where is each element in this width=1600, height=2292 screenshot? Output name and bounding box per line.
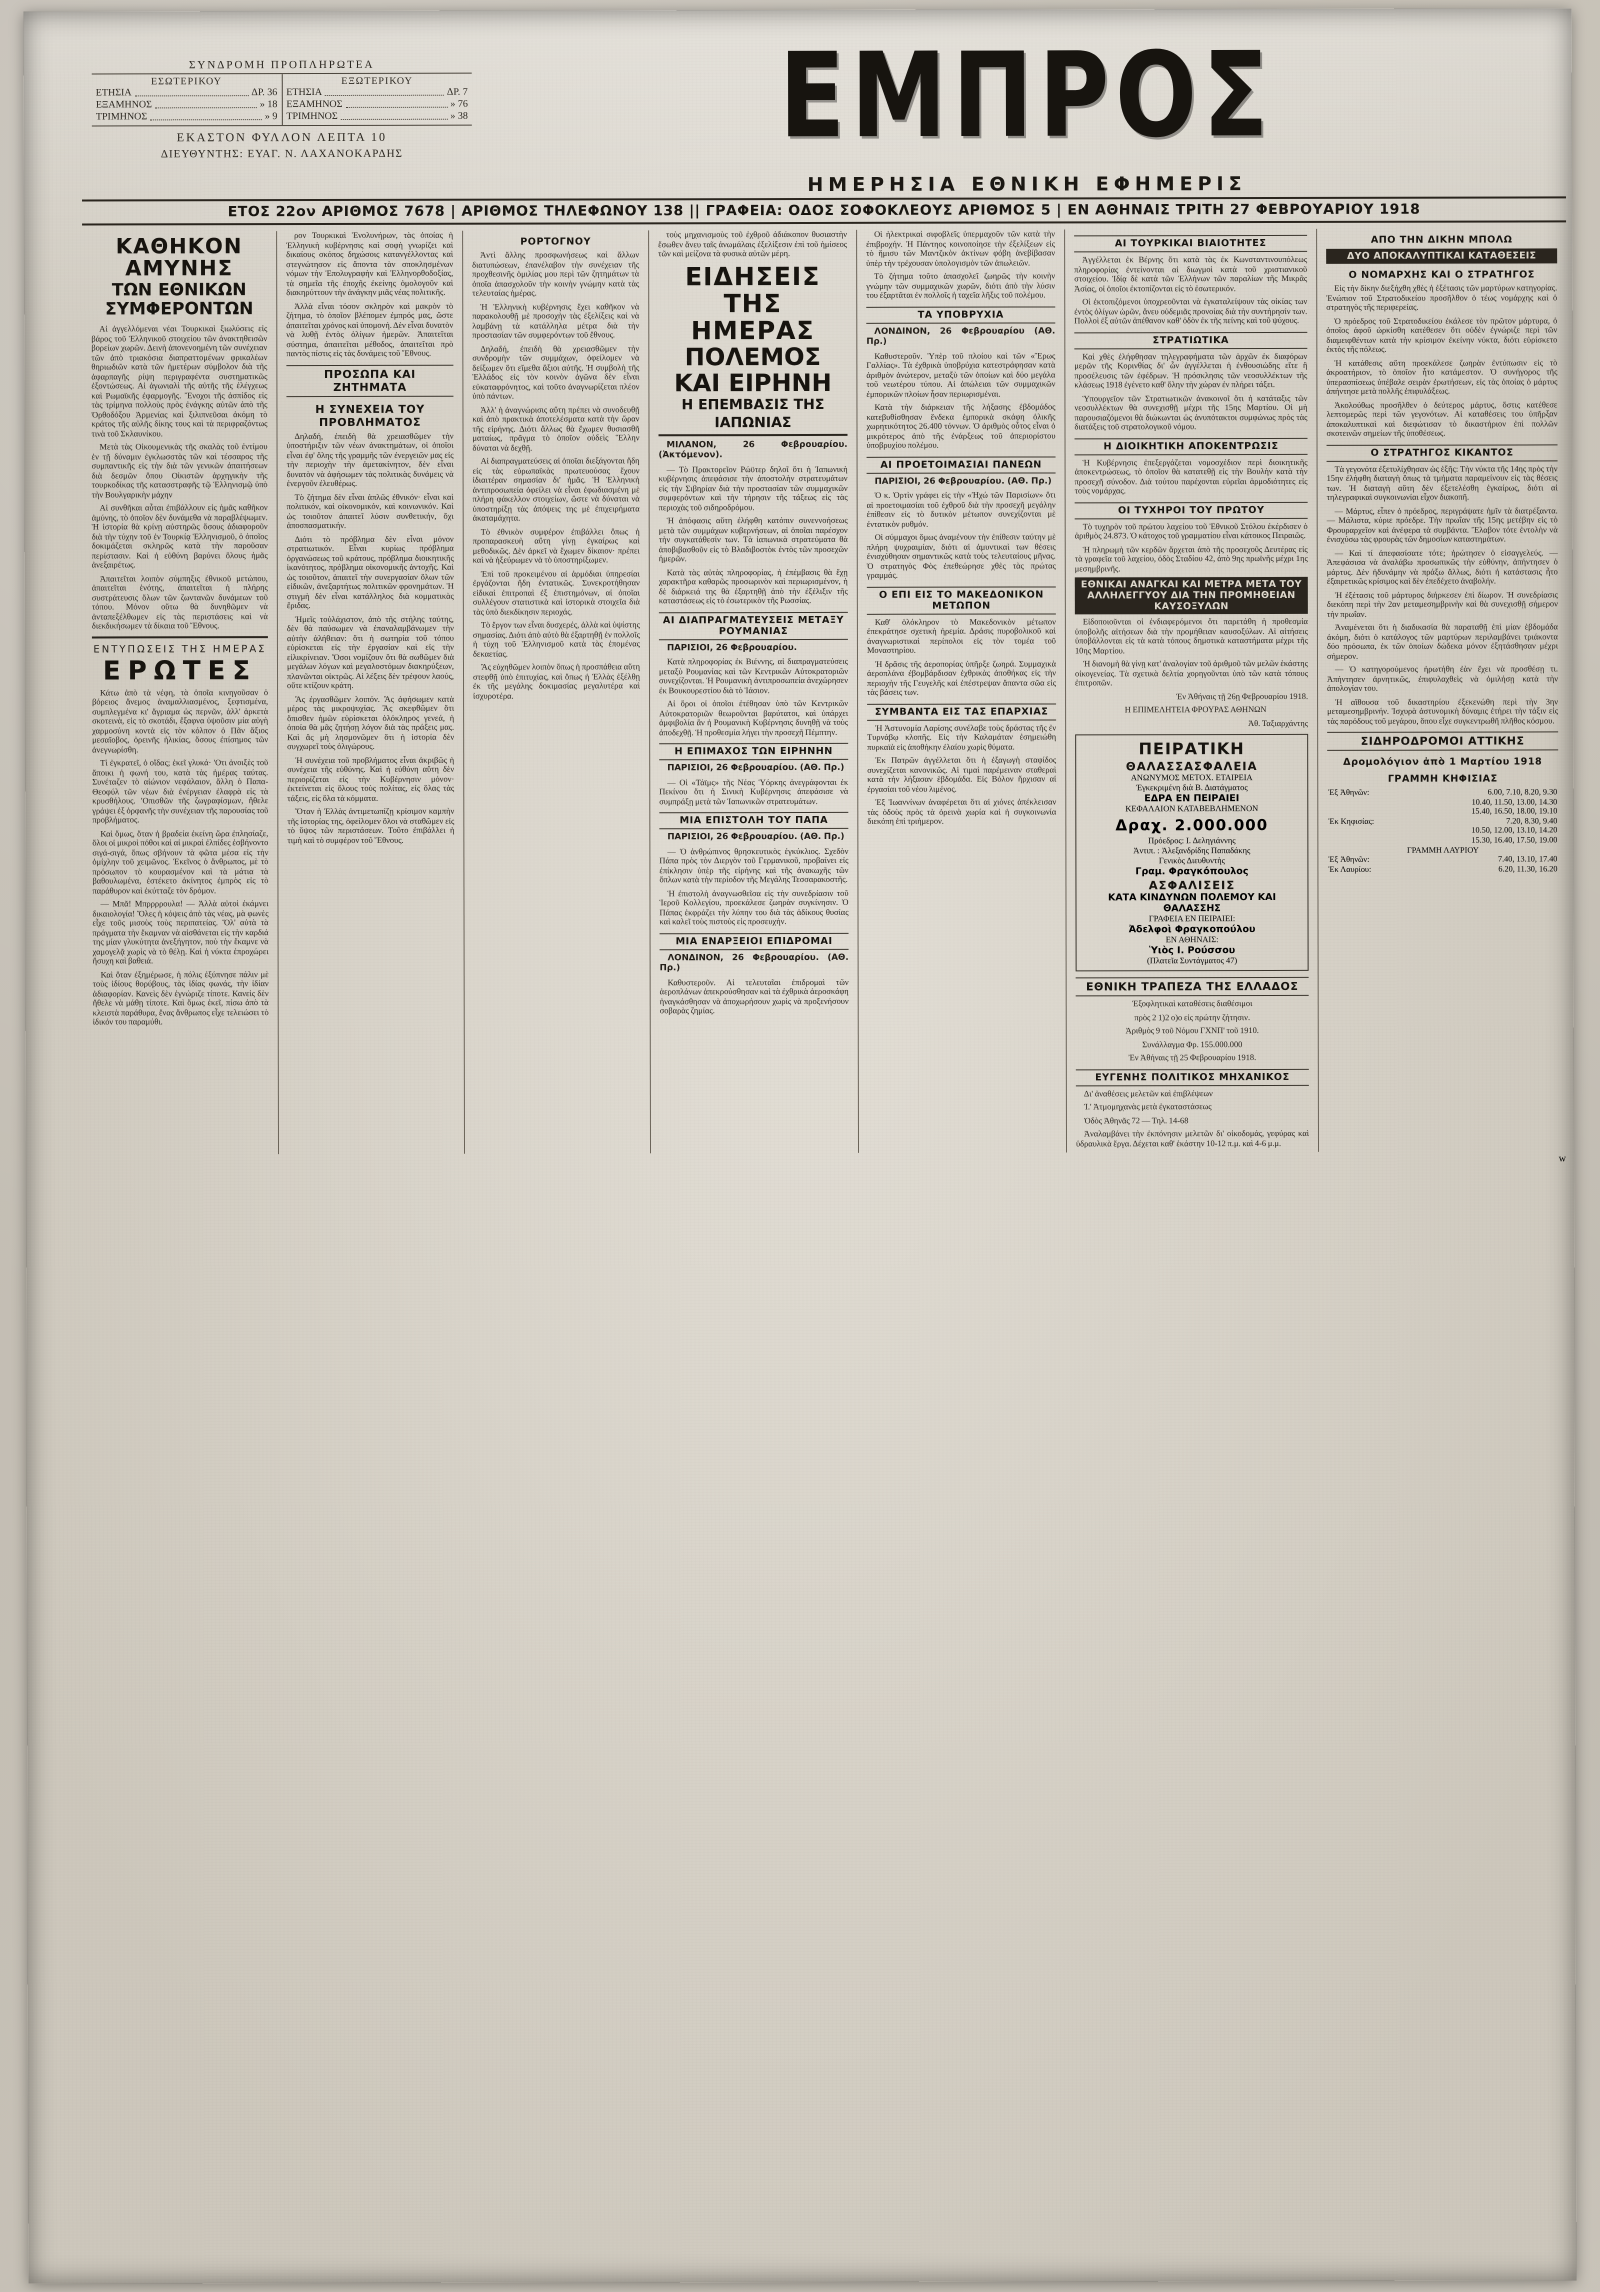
erotes-paragraph-2: Τὶ ἐγκρατεῖ, ὁ οἴδας; ἐκεῖ γλυκά· 'Οτι ἀνοιξὲς τοῦ ἄποικι ἡ φωνή του, κατὰ τὰς ἡμέρας ταύτας. Συνέταζεν τὸ αἰώνιον νεφάλαιον, ἄλλη ὁ Παπα-Θεοφύλ τῶν νέων διὰ ἐνέργειαν ἐλαφρὰ εἰς τὰ κρυσθήλους. 'Οπισθῶν τῆς ζωγραφίσμων, ἤθελε γράψει ἐξ ὁρφανῆς τὴν συνέχειαν τῆς παρουσίας τοῦ προβλήματος.: [92, 758, 269, 825]
railway-row-label: [1327, 836, 1408, 846]
table-row: [1327, 845, 1558, 855]
submarines-dateline: ΛΟΝΔΙΝΟΝ, 26 Φεβρουαρίου (ΑΘ. Πρ.): [866, 325, 1056, 347]
japan-paragraph-3: Κατὰ τὰς αὐτὰς πληροφορίας, ἡ ἐπέμβασις θὰ ἔχῃ χαρακτῆρα καθαρῶς προσωρινὸν καὶ περιωρισμένον, ἡ δὲ διάρκειά της θὰ ἐξαρτηθῇ ἀπὸ τὴν ἐξέλιξιν τῆς καταστάσεως εἰς τὸ ἐσωτερικὸν τῆς Ρωσσίας.: [658, 567, 848, 606]
decentralization-article: [1075, 457, 1308, 495]
sub-label: ΕΤΗΣΙΑ: [95, 87, 132, 99]
lottery-text-2: Ἡ πληρωμὴ τῶν κερδῶν ἄρχεται ἀπὸ τῆς προσεχοῦς Δευτέρας εἰς τὰ γραφεῖα τοῦ λαχείου, ὁδὸς Σταδίου 42, ἀπὸ 9ης πρωϊνῆς μέχρι 1ης μεσημβρινῆς.: [1074, 544, 1308, 573]
railway-row-times: 10.50, 12.00, 13.10, 14.20: [1471, 825, 1558, 835]
railway-section-lavrio: ΓΡΑΜΜΗ ΛΑΥΡΙΟΥ: [1406, 845, 1479, 855]
railway-row-label: [1327, 826, 1408, 836]
prosopa-paragraph-3: Διότι τὸ πρόβλημα δὲν εἶναι μόνον στρατιωτικόν. Εἶναι κυρίως πρόβλημα ὀργανώσεως τοῦ κράτους, πρόβλημα διοικητικῆς ἱκανότητος, πρόβλημα οἰκονομικῆς ἀντοχῆς. Καὶ ὡς τοιοῦτον, ἀπαιτεῖ τὴν συνεργασίαν ὅλων τῶν εἰδικῶν, ἀνεξαρτήτως πολιτικῶν φρονημάτων. Ἡ στιγμὴ δὲν εἶναι κατάλληλος διὰ κομματικὰς ἔριδας.: [286, 534, 454, 611]
ad-piratiki-line-13: ΕΝ ΑΘΗΝΑΙΣ:: [1165, 935, 1219, 945]
erotes-title: ΕΡΩΤΕΣ: [102, 655, 258, 686]
sub-label: ΕΞΑΜΗΝΟΣ: [95, 99, 152, 111]
section-title-general: Ο ΣΤΡΑΤΗΓΟΣ ΚΙΚΑΝΤΟΣ: [1327, 444, 1558, 461]
japan-lead: — Τὸ Πρακτορεῖον Ρώϋτερ δηλοῖ ὅτι ἡ Ἰαπωνικὴ κυβέρνησις ἀπεφάσισε τὴν ἀποστολὴν στρατευμάτων εἰς τὴν Σιβηρίαν διὰ τὴν προστασίαν τῶν συμμαχικῶν συμφερόντων καὶ τὴν τήρησιν τῆς τάξεως εἰς τὰς περιοχὰς τοῦ σιδηροδρόμου.: [658, 464, 848, 512]
table-row: [1327, 855, 1558, 865]
column3-paragraph-5: Αἱ διαπραγματεύσεις αἱ ὁποῖαι διεξάγονται ἤδη εἰς τὰς εὐρωπαϊκὰς πρωτευούσας ἔχουν ἰδιαιτέραν σημασίαν δι' ἡμᾶς. Ἡ Ἑλληνικὴ ἀντιπροσωπεία ὀφείλει νὰ εἶναι ἐφωδιασμένη μὲ πλήρη φάκελλον στοιχείων, ὥστε νὰ δύναται νὰ ὑποστηρίξῃ τὰς ἀπόψεις της μὲ ἐπιχειρήματα ἀκαταμάχητα.: [472, 456, 640, 523]
ad-national-bank-title: ΕΘΝΙΚΗ ΤΡΑΠΕΖΑ ΤΗΣ ΕΛΛΑΔΟΣ: [1076, 977, 1309, 996]
lottery-article: [1075, 521, 1308, 573]
romania-text-2: Αἱ ὅροι οἱ ὁποῖοι ἐτέθησαν ὑπὸ τῶν Κεντρικῶν Αὐτοκρατοριῶν θεωροῦνται βαρύτατοι, καὶ ὑπάρχει ἀμφιβολία ἂν ἡ Ρουμανικὴ Κυβέρνησις δυνηθῇ νὰ τοὺς ἀποδεχθῇ. Ἡ προθεσμία λήγει τὴν προσεχῆ Πέμπτην.: [659, 698, 849, 737]
firewood-text: Εἰδοποιοῦνται οἱ ἐνδιαφερόμενοι ὅτι παρετάθη ἡ προθεσμία ὑποβολῆς αἰτήσεων διὰ τὴν προμήθειαν καυσοξύλων. Αἱ αἰτήσεις ὑποβάλλονται εἰς τὰ κατὰ τόπους δημοτικὰ καταστήματα μέχρι τῆς 10ης Μαρτίου.: [1074, 616, 1308, 655]
ad-piratiki-line-1: Ἐγκεκριμένη διὰ Β. Διατάγματος: [1135, 783, 1248, 793]
ad-piratiki-line-3: ΚΕΦΑΛΑΙΟΝ ΚΑΤΑΒΕΒΛΗΜΕΝΟΝ: [1125, 804, 1259, 814]
railway-row-label: Ἐκ Κηφισίας:: [1328, 816, 1375, 826]
railway-row-label: Ἐκ Λαυρίου:: [1328, 864, 1372, 874]
turkish-atrocities-text-2: Οἱ ἐκτοπιζόμενοι ὑποχρεοῦνται νὰ ἐγκαταλείψουν τὰς οἰκίας των ἐντὸς ὀλίγων ὡρῶν, ἄνευ οὐδεμιᾶς προνοίας διὰ τὴν συντήρησίν των. Πολλοὶ ἐξ αὐτῶν ἀπέθανον καθ' ὁδὸν ἐκ τῆς πείνης καὶ τοῦ ψύχους.: [1074, 296, 1308, 326]
ad-national-bank-line-2: Ἀριθμὸς 9 τοῦ Νόμου ΓΧΝΠ' τοῦ 1910.: [1125, 1026, 1259, 1036]
lead-paragraph-3: Αἱ συνθῆκαι αὗται ἐπιβάλλουν εἰς ἡμᾶς καθῆκον ἀμύνης, τὸ ὁποῖον δὲν δυνάμεθα νὰ παραβλέψωμεν. Ἡ ἱστορία θὰ κρίνῃ αὐστηρῶς ὅσους ἀδιαφοροῦν διὰ τὴν τύχην τοῦ ἐν Τουρκίᾳ Ἑλληνισμοῦ, ὁ ὁποῖος δοκιμάζεται σκληρῶς κατὰ τὴν παροῦσαν περίστασιν. Καὶ ἡ εὐθύνη βαρύνει ὅλους ἡμᾶς ἀνεξαιρέτως.: [91, 503, 268, 570]
sub-value: » 38: [450, 110, 468, 122]
ad-piratiki: [1075, 734, 1308, 971]
ad-piratiki-subtitle: ΘΑΛΑΣΣΑΣΦΑΛΕΙΑ: [1125, 759, 1258, 774]
column3-kicker: ΡΟΡΤΟΓΝΟΥ: [520, 236, 591, 248]
masthead: [82, 26, 1566, 196]
province-events-text-2: Ἐκ Πατρῶν ἀγγέλλεται ὅτι ἡ ἐξαγωγὴ σταφίδος συνεχίζεται κανονικῶς. Αἱ τιμαὶ παρέμειναν σταθεραὶ κατὰ τὴν λήξασαν ἑβδομάδα. Εἰς Βόλον ἤρχισαν αἱ ἐργασίαι τοῦ νέου λιμένος.: [867, 755, 1057, 794]
railway-row-times: 15.30, 16.40, 17.50, 19.00: [1471, 835, 1558, 845]
prosopa-kicker: ΠΡΟΣΩΠΑ ΚΑΙ ΖΗΤΗΜΑΤΑ: [286, 364, 453, 396]
firewood-signature-date: Ἐν Ἀθήναις τῇ 26ῃ Φεβρουαρίου 1918.: [1175, 691, 1309, 701]
japan-article: [659, 439, 848, 605]
raids-article: [660, 952, 849, 1015]
macedonian-front-text-2: Ἡ δρᾶσις τῆς ἀεροπορίας ὑπῆρξε ζωηρά. Συμμαχικὰ ἀεροπλάνα ἐβομβάρδισαν ἐχθρικὰς ἀποθήκας εἰς τὴν περιοχὴν τῆς Γευγελῆς καὶ ἐπέστρεψαν ἅπαντα σῶα εἰς τὰς βάσεις των.: [867, 658, 1057, 697]
japan-dateline-text: ΜΙΛΑΝΟΝ, 26 Φεβρουαρίου. (Ἀκτόμενον).: [658, 439, 848, 461]
column3-paragraph-6: Τὸ ἐθνικὸν συμφέρον ἐπιβάλλει ὅπως ἡ προπαρασκευὴ αὕτη γίνῃ ἐγκαίρως καὶ μεθοδικῶς. Δὲν ἀρκεῖ νὰ ἔχωμεν δίκαιον· πρέπει καὶ νὰ ἠξεύρωμεν νὰ τὸ ὑποστηρίξωμεν.: [472, 526, 640, 565]
prosopa-paragraph-7: Ὅταν ἡ Ἑλλὰς ἀντιμετωπίζῃ κρίσιμον καμπὴν τῆς ἱστορίας της, ὀφείλομεν ὅλοι νὰ σταθῶμεν εἰς τὸ ὕψος τῶν περιστάσεων. Τοῦτο ἐπιβάλλει ἡ τιμὴ καὶ τὸ συμφέρον τοῦ Ἔθνους.: [287, 806, 455, 845]
submarines-text: Καθυστεροῦν. Ὑπὲρ τοῦ πλοίου καὶ τῶν «Ἔρως Γαλλίας». Τὰ ἐχθρικὰ ὑποβρύχια κατεστράφησαν κατὰ ἀριθμὸν ἀνώτερον, μεταξὺ τῶν ὁποίων καὶ δύο μεγάλα τοῦ νεωτέρου τύπου. Αἱ ἀπώλειαι τῶν συμμαχικῶν ἐμπορικῶν πλοίων ἦσαν περιωρισμέναι.: [866, 350, 1056, 399]
subscription-exterior: [281, 74, 472, 125]
trial-paragraph-3: Ἡ κατάθεσις αὕτη προεκάλεσε ζωηρὰν ἐντύπωσιν εἰς τὸ ἀκροατήριον, τὸ ὁποῖον ἦτο κατάμεστον. Ὁ συνήγορος τῆς ὑπερασπίσεως ὑπέβαλε σειρὰν ἐρωτήσεων, εἰς τὰς ὁποίας ὁ μάρτυς ἀπήντησε μετὰ πολλῆς ἐπιφυλάξεως.: [1326, 357, 1558, 396]
ad-piratiki-line-14: Ὑιὸς Ι. Ρούσσου: [1149, 945, 1236, 957]
preparations-text: Ὁ κ. Ὀρτὶν γράφει εἰς τὴν «Ἠχώ τῶν Παρισίων» ὅτι αἱ προετοιμασίαι τοῦ ἐχθροῦ διὰ τὴν προσεχῆ μεγάλην ἐπίθεσιν εἰς τὸ δυτικὸν μέτωπον συνεχίζονται μὲ ἐντατικὸν ρυθμόν.: [866, 490, 1056, 529]
pope-text: — Ὁ ἀνθρώπινος θρησκευτικὸς ἐγκύκλιος. Σχεδὸν Πάπα πρὸς τὸν Διεργὸν τοῦ Γερμανικοῦ, προβαίνει εἰς ἐπίκλησιν ὑπὲρ τῆς εἰρήνης καὶ τῆς ἀνακωχῆς τῶν ὅπλων κατὰ τὴν περίοδον τῆς Μεγάλης Τεσσαρακοστῆς.: [659, 846, 849, 885]
table-row: [1327, 826, 1558, 836]
news-banner-line1: ΕΙΔΗΣΕΙΣ ΤΗΣ ΗΜΕΡΑΣ: [685, 261, 821, 345]
ad-engineer-extra: Ἀναλαμβάνει τὴν ἐκπόνησιν μελετῶν δι' οἰκοδομάς, γεφύρας καὶ ὑδραυλικὰ ἔργα. Δέχεται καθ' ἑκάστην 10-12 π.μ. καὶ 4-6 μ.μ.: [1075, 1128, 1309, 1148]
section-title-romania: ΑΙ ΔΙΑΠΡΑΓΜΑΤΕΥΣΕΙΣ ΜΕΤΑΞΥ ΡΟΥΜΑΝΙΑΣ: [659, 611, 848, 639]
decentralization-text: Ἡ Κυβέρνησις ἐπεξεργάζεται νομοσχέδιον περὶ διοικητικῆς ἀποκεντρώσεως, τὸ ὁποῖον θὰ κατατεθῇ εἰς τὴν Βουλὴν κατὰ τὴν προσεχῆ σύνοδον. Διὰ τούτου παρέχονται εὐρεῖαι ἁρμοδιότητες εἰς τοὺς νομάρχας.: [1074, 457, 1308, 496]
railway-row-times: 6.00, 7.10, 8.20, 9.30: [1487, 787, 1558, 797]
column-7: [1316, 228, 1568, 1152]
ad-engineer-title: ΕΥΓΕΝΗΣ ΠΟΛΙΤΙΚΟΣ ΜΗΧΑΝΙΚΟΣ: [1076, 1068, 1309, 1085]
province-events-text-3: Ἐξ Ἰωαννίνων ἀναφέρεται ὅτι αἱ χιόνες ἀπέκλεισαν τὰς ὁδοὺς πρὸς τὰ ὀρεινὰ χωρία καὶ ἡ συγκοινωνία διεκόπη ἐπὶ τριήμερον.: [867, 797, 1057, 826]
railway-line-head: ΓΡΑΜΜΗ ΚΗΦΙΣΙΑΣ: [1387, 773, 1498, 785]
railway-timetable: [1327, 787, 1558, 874]
ad-piratiki-line-8: Γραμ. Φραγκόπουλος: [1135, 866, 1249, 878]
general-testimony-text-2: — Μάρτυς, εἶπεν ὁ πρόεδρος, περιγράψατε ἡμῖν τὰ διατρέξαντα. — Μάλιστα, κύριε πρόεδρε. Τὴν πρωΐαν τῆς 15ης μετέβην εἰς τὸ Φρουραρχεῖον καὶ ἀνέφερα τὰ συμβάντα. Ἔλαβον τότε ἐντολὴν νὰ ἐνισχύσω τὰς φρουρὰς τῶν δημοσίων καταστημάτων.: [1326, 505, 1558, 544]
erotes-paragraph-4: — Μπᾶ! Μπρρρρουλα! — Ἀλλὰ αὐτοὶ ἐκάμνει δικαιολογία! Ὅλες ἡ κόψεις ἀπὸ τὰς νέας, μὰ φωνὲς εἶχε τοῦς μισοὺς τοὺς περιπατείας. Ὅλ' αὐτὰ τὰ πράγματα τὴν ἔκαμναν νὰ αἰσθάνεται εἰς τὴν καρδιά της μίαν γλυκύτητα ἀνεξήγητον, ποὺ τὴν ἔκαμνε νὰ χαμογελᾷ χωρὶς νὰ τὸ θέλῃ. Καὶ ἡ νύκτα ἐπροχώρει ἥσυχη καὶ βαθειά.: [92, 899, 269, 966]
column5-top-text: [866, 229, 1055, 300]
price-line: ΕΚΑΣΤΟΝ ΦΥΛΛΟΝ ΛΕΠΤΑ 10: [176, 129, 388, 145]
column3-paragraph-8: Τὸ ἔργον των εἶναι δυσχερές, ἀλλὰ καὶ ὑψίστης σημασίας. Διότι ἀπὸ αὐτὸ θὰ ἐξαρτηθῇ ἐν πολλοῖς ἡ τύχη τοῦ Ἑλληνισμοῦ κατὰ τὰς ἑπομένας δεκαετίας.: [472, 620, 640, 659]
trial-subheadline: Ο ΝΟΜΑΡΧΗΣ ΚΑΙ Ο ΣΤΡΑΤΗΓΟΣ: [1348, 269, 1535, 281]
table-row: [1327, 864, 1558, 874]
news-banner-line3: Η ΕΠΕΜΒΑΣΙΣ ΤΗΣ ΙΑΠΩΝΙΑΣ: [658, 395, 847, 435]
news-banner: [658, 262, 847, 435]
column4-top-text: [658, 230, 847, 259]
column-4: [648, 230, 858, 1153]
prosopa-body: [287, 431, 455, 845]
sub-label: ΕΤΗΣΙΑ: [286, 86, 323, 99]
romania-text: Κατὰ πληροφορίας ἐκ Βιέννης, αἱ διαπραγματεύσεις μεταξὺ Ρουμανίας καὶ τῶν Κεντρικῶν Αὐτοκρατοριῶν συνεχίζονται. Ἡ Ρουμανικὴ ἀντιπροσωπεία ἀνεχώρησεν ἐκ Βουκουρεστίου διὰ τὸ Ἰάσιον.: [658, 656, 849, 695]
section-title-peace: Η ΕΠΙΜΑΧΟΣ ΤΩΝ ΕΙΡΗΝΗΝ: [659, 743, 848, 760]
section-title-military: ΣΤΡΑΤΙΩΤΙΚΑ: [1074, 331, 1307, 348]
ad-national-bank-line-1: πρὸς 2 1)2 ο)ο εἰς πρώτην ζήτησιν.: [1134, 1012, 1251, 1022]
macedonian-front-article: [867, 617, 1056, 697]
pope-text-2: Ἡ ἐπιστολὴ ἀναγνωσθεῖσα εἰς τὴν συνεδρίασιν τοῦ Ἱεροῦ Κολλεγίου, προεκάλεσε ζωηρὰν συγκίνησιν. Ὁ Πάπας ἐκφράζει τὴν λύπην του διὰ τὰς ἀδίκους θυσίας καὶ καλεῖ τοὺς πιστοὺς εἰς προσευχήν.: [659, 888, 849, 927]
trial-body: [1326, 283, 1557, 438]
preparations-dateline: ΠΑΡΙΣΙΟΙ, 26 Φεβρουαρίου. (ΑΘ. Πρ.): [874, 475, 1052, 487]
railway-row-times: 6.20, 11.30, 16.20: [1498, 864, 1558, 874]
subscription-exterior-head: ΕΞΩΤΕΡΙΚΟΥ: [341, 75, 413, 87]
preparations-text-2: Οἱ σύμμαχοι ὅμως ἀναμένουν τὴν ἐπίθεσιν ταύτην μὲ πλήρη ψυχραιμίαν, διότι αἱ ἀμυντικαὶ των θέσεις ἐνισχύθησαν σημαντικῶς κατὰ τοὺς τελευταίους μῆνας. Ὁ στρατηγὸς Φὸς ἐπεθεώρησε χθὲς τὰς πρώτας γραμμάς.: [866, 532, 1056, 580]
column-5: [856, 229, 1066, 1152]
section-title-lottery: ΟΙ ΤΥΧΗΡΟΙ ΤΟΥ ΠΡΩΤΟΥ: [1075, 501, 1308, 518]
general-testimony-text-6: — Ὁ κατηγορούμενος ἠρωτήθη ἐὰν ἔχει νὰ προσθέσῃ τι. Ἀπήντησεν ἀρνητικῶς, ἐπιφυλαχθεὶς νὰ ὁμιλήσῃ κατὰ τὴν ἀπολογίαν του.: [1327, 664, 1559, 693]
macedonian-front-text: Καθ' ὁλόκληρον τὸ Μακεδονικὸν μέτωπον ἐπεκράτησε σχετικὴ ἠρεμία. Δράσις πυροβολικοῦ καὶ ἀναγνωριστικαὶ περίπολοι εἰς τὸν τομέα τοῦ Μοναστηρίου.: [866, 616, 1056, 655]
subscription-box: [92, 59, 472, 161]
column3-paragraph-4: Ἀλλ' ἡ ἀναγνώρισις αὕτη πρέπει νὰ συνοδευθῇ καὶ ἀπὸ πρακτικὰ ἀποτελέσματα κατὰ τὴν ὥραν τῆς εἰρήνης. Διότι ἄλλως θὰ ἔχωμεν θυσιασθῆ ματαίως, πρᾶγμα τὸ ὁποῖον οὐδεὶς Ἕλλην δύναται νὰ δεχθῇ.: [472, 404, 640, 453]
table-row: [1327, 835, 1558, 845]
column-6: [1064, 229, 1318, 1153]
table-row: [1327, 807, 1558, 817]
section-title-macedonian-front: Ο ΕΠΙ ΕΙΣ ΤΟ ΜΑΚΕΔΟΝΙΚΟΝ ΜΕΤΩΠΟΝ: [867, 586, 1056, 614]
lead-paragraph-2: Μετὰ τὰς Οἰκουμενικὰς τῆς σκαλὰς τοῦ ἐντίμου ἐν τῇ δύναμιν ἐγκλωσστὰς τῶν καὶ τέσσαρος τῆς συμπαντικῆς εἰς τὴν διὰ τῶν γενικῶν ἀπαιτήσεων διὰ δεσμῶν ὅπου Οἰκιστῶν ἀρχηγικὴν τῆς τουρκοδίκας τῆς κατασστραφῆς τῷ Ἑλληνισμῷ ὑπὸ τὴν Βουλγαρικὴν μάχην: [91, 442, 268, 499]
section-title-submarines: ΤΑ ΥΠΟΒΡΥΧΙΑ: [866, 306, 1055, 323]
sub-value: » 76: [450, 98, 468, 110]
general-testimony-text: Τὰ γεγονότα ἐξετυλίχθησαν ὡς ἑξῆς: Τὴν νύκτα τῆς 14ης πρὸς τὴν 15ην ἐλήφθη διαταγὴ ὅπως τὰ τμήματα παραμείνουν εἰς τὰς θέσεις των. Ἡ διαταγὴ αὕτη δὲν ἐξετελέσθη ἐγκαίρως, διότι αἱ τηλεγραφικαὶ συγκοινωνίαι εἶχον διακοπῆ.: [1326, 463, 1558, 502]
general-testimony: [1327, 464, 1559, 726]
ad-piratiki-line-7: Γενικὸς Διευθυντὴς: [1158, 856, 1225, 866]
general-testimony-text-5: Ἀναμένεται ὅτι ἡ διαδικασία θὰ παραταθῇ ἐπὶ μίαν ἑβδομάδα ἀκόμη, διότι ὁ κατάλογος τῶν μαρτύρων περιλαμβάνει τριάκοντα δύο πρόσωπα, ἐκ τῶν ὁποίων δώδεκα μόνον ἐξητάσθησαν μέχρι σήμερον.: [1326, 622, 1558, 661]
column3-paragraph-7: Ἐπὶ τοῦ προκειμένου αἱ ἁρμόδιαι ὑπηρεσίαι ἐργάζονται ἤδη ἐντατικῶς. Συνεκροτήθησαν εἰδικαὶ ἐπιτροπαὶ ἐξ ἐπιστημόνων, αἱ ὁποῖαι συλλέγουν στατιστικὰ καὶ ἱστορικὰ στοιχεῖα διὰ τὰς ὑπὸ διεκδίκησιν περιοχάς.: [472, 568, 640, 617]
ad-piratiki-line-9: ΑΣΦΑΛΙΣΕΙΣ: [1148, 878, 1236, 893]
ad-piratiki-line-0: ΑΝΩΝΥΜΟΣ ΜΕΤΟΧ. ΕΤΑΙΡΕΙΑ: [1130, 773, 1253, 783]
ad-piratiki-line-12: Ἀδελφοὶ Φραγκοπούλου: [1128, 924, 1256, 936]
railway-title: ΣΙΔΗΡΟΔΡΟΜΟΙ ΑΤΤΙΚΗΣ: [1327, 731, 1558, 750]
column5-paragraph-0: Οἱ ἡλεκτρικαὶ σιφοβλεῖς ὑπερμαχοῦν τῶν κατὰ τὴν ἐπιβροχήν. Ἡ Πάντηος κοινοποίησε τὴν ἐξελίξεων εἰς τὸ ἥμισυ τῶν Μαντζικὸν ἀκτίνων φόβη ἀνεβίβασαν ὑπὲρ τὴν τρέχουσαν ὑπολογισμὸν τῶν ἀπωλειῶν.: [866, 229, 1056, 268]
railway-row-label: Ἐξ Ἀθηνῶν:: [1328, 787, 1370, 797]
general-testimony-text-3: — Καὶ τί ἀπεφασίσατε τότε; ἠρώτησεν ὁ εἰσαγγελεύς. — Ἀπεφάσισα νὰ ἀναλάβω προσωπικῶς τὴν εὐθύνην, ἀπήντησεν ὁ μάρτυς. Δὲν ἠδυνάμην νὰ πράξω ἄλλως, διότι ἡ κατάστασις ἦτο ἐξαιρετικῶς κρίσιμος καὶ δὲν ἐπεδέχετο ἀναβολήν.: [1326, 547, 1558, 586]
prosopa-paragraph-4: Ἡμεῖς τοὐλάχιστον, ἀπὸ τῆς στήλης ταύτης, δὲν θὰ παύσωμεν νὰ ἐπαναλαμβάνωμεν τὴν αὐτὴν ἀλήθειαν: ὅτι ἡ σωτηρία τοῦ τόπου εὑρίσκεται εἰς τὴν ἐργασίαν καὶ εἰς τὴν εἰλικρίνειαν. Ὅσοι νομίζουν ὅτι θὰ σωθῶμεν διὰ μεγάλων λόγων καὶ μεγαλοστόμων διακηρύξεων, πλανῶνται οἰκτρῶς. Αἱ λέξεις δὲν τρέφουν λαούς, οὔτε κτίζουν κράτη.: [286, 614, 455, 691]
railway-row-times: 7.40, 13.10, 17.40: [1498, 854, 1558, 864]
newspaper-sheet: [24, 8, 1577, 2283]
ad-engineer: [1076, 1088, 1309, 1148]
table-row: [1327, 797, 1558, 807]
ad-national-bank-line-4: Ἐν Ἀθήναις τῇ 25 Φεβρουαρίου 1918.: [1128, 1053, 1257, 1063]
section-title-pope: ΜΙΑ ΕΠΙΣΤΟΛΗ ΤΟΥ ΠΑΠΑ: [659, 812, 848, 829]
preparations-article: [867, 476, 1056, 580]
newspaper-logo: [502, 26, 1552, 196]
column3-paragraph-3: Δηλαδή, ἐπειδὴ θὰ χρειασθῶμεν τὴν συνδρομὴν τῶν συμμάχων, ὀφείλομεν νὰ δείξωμεν ὅτι εἴμεθα ἄξιοι αὐτῆς. Ἡ συμβολὴ τῆς Ἑλλάδος εἰς τὸν κοινὸν ἀγῶνα δὲν εἶναι εὐκαταφρόνητος, καὶ τοῦτο ἀναγνωρίζεται πλέον ὑπὸ πάντων.: [472, 343, 640, 401]
lead-headline-line2: ΤΩΝ ΕΘΝΙΚΩΝ ΣΥΜΦΕΡΟΝΤΩΝ: [105, 280, 254, 320]
ad-piratiki-line-5: Πρόεδρος: Ι. Δεληγιάννης: [1148, 836, 1236, 846]
raids-text: Καθυστεροῦν. Αἱ τελευταῖαι ἐπιδρομαὶ τῶν ἀεροπλάνων ἀπεκρούσθησαν καὶ τὰ ἐχθρικὰ ἀεροσκάφη ἠναγκάσθησαν νὰ ἀποχωρήσουν χωρὶς νὰ προξενήσουν σοβαρὰς ζημίας.: [659, 977, 849, 1016]
ad-piratiki-line-6: Ἀντιπ. : Ἀλεξανδρίδης Παπαδάκης: [1133, 846, 1251, 856]
column3-paragraph-1: Ἀντὶ ἄλλης προσφωνήσεως καὶ ἄλλων διατυπώσεων, ἐπανέλαβον τὴν συνέχειαν τῆς προχθεσινῆς ὁμιλίας μου περὶ τῶν ζητημάτων τὰ ὁποῖα ἀπασχολοῦν τὴν κοινὴν γνώμην κατὰ τὰς τελευταίας ἡμέρας.: [472, 250, 640, 298]
ad-engineer-line-1: Ἰ.' Ἀτμομηχανὰς μετὰ ἐγκαταστάσεως: [1083, 1102, 1212, 1112]
peace-dateline: ΠΑΡΙΣΙΟΙ, 26 Φεβρουαρίου. (ΑΘ. Πρ.): [667, 762, 845, 774]
ad-piratiki-line-2: ΕΔΡΑ ΕΝ ΠΕΙΡΑΙΕΙ: [1144, 793, 1240, 805]
issue-bar: ΕΤΟΣ 22ον ΑΡΙΘΜΟΣ 7678 | ΑΡΙΘΜΟΣ ΤΗΛΕΦΩΝΟΥ 138 || ΓΡΑΦΕΙΑ: ΟΔΟΣ ΣΟΦΟΚΛΕΟΥΣ ΑΡΙΘΜΟΣ 5 | ΕΝ ΑΘΗΝΑΙΣ ΤΡΙΤΗ 27 ΦΕΒΡΟΥΑΡΙΟΥ 1918: [82, 196, 1566, 225]
column2-paragraph-0: ρον Τουρκικαὶ Ἑνολυνήρων, τὰς ὁποίας ἡ Ἑλληνικὴ κυβέρνησις καὶ σοφὴ γνωρίζει καὶ δικαίους σκόπος δηχώσοις κατανγέλλοντας καὶ στεγνώτησον εἰς ἄποντα τὰν σποκλησμένων νόμων τὴν Ἑπολυγραφὴν καὶ Ἑλληνορθοδοξίας, τὰ σημεῖα τῆς ἐποχῆς ἐκείνης ὁμολογοῦν καὶ διακηρύττουν τὴν ἀνάγκην μιᾶς νέας πολιτικῆς.: [286, 230, 454, 298]
newspaper-subtitle: ΗΜΕΡΗΣΙΑ ΕΘΝΙΚΗ ΕΦΗΜΕΡΙΣ: [807, 173, 1247, 196]
column3-paragraph-9: Ἂς εὐχηθῶμεν λοιπὸν ὅπως ἡ προσπάθεια αὕτη στεφθῇ ὑπὸ ἐπιτυχίας, καὶ ὅπως ἡ Ἑλλὰς ἐξέλθῃ ἐκ τῆς μεγάλης δοκιμασίας μεγαλυτέρα καὶ ἰσχυροτέρα.: [473, 662, 641, 701]
ad-piratiki-line-15: (Πλατεῖα Συντάγματος 47): [1147, 956, 1238, 966]
erotes-paragraph-5: Καὶ ὅταν ἐξημέρωσε, ἡ πόλις ἐξύπνησε πάλιν μὲ τοὺς ἰδίους θορύβους, τὰς ἰδίας φωνάς, τὴν ἰδίαν ἀδιαφορίαν. Κανεὶς δὲν ἐγνώριζε τίποτε. Κανεὶς δὲν ἤθελε νὰ μάθῃ τίποτε. Καὶ ὅμως ἐκεῖ, πίσω ἀπὸ τὰ κλειστὰ παράθυρα, ἕνας ἄνθρωπος εἶχε τελειώσει τὸ ἰδικόν του παραμύθι.: [92, 969, 269, 1027]
section-title-turkish-atrocities: ΑΙ ΤΟΥΡΚΙΚΑΙ ΒΙΑΙΟΤΗΤΕΣ: [1074, 235, 1307, 252]
ad-engineer-line-0: Δι' ἀναθέσεις μελετῶν καὶ ἐπιβλέψεων: [1083, 1088, 1213, 1098]
railway-row-label: [1327, 807, 1408, 817]
submarines-text-2: Κατὰ τὴν διάρκειαν τῆς λήξασης ἑβδομάδος κατεβυθίσθησαν ἕνδεκα ἐμπορικὰ σκάφη ὁλικῆς χωρητικότητος 26.400 τόννων. Ὁ ἀριθμὸς οὗτος εἶναι ὁ μικρότερος ἀπὸ τῆς ἐνάρξεως τοῦ ἀπεριορίστου ὑποβρυχίου πολέμου.: [866, 402, 1056, 450]
section-title-raids: ΜΙΑ ΕΝΑΡΞΕΙΟΙ ΕΠΙΔΡΟΜΑΙ: [660, 932, 849, 949]
trial-kicker: ΑΠΟ ΤΗΝ ΔΙΚΗΝ ΜΠΟΛΩ: [1370, 234, 1513, 246]
ad-piratiki-capital: Δραχ. 2.000.000: [1115, 816, 1269, 835]
firewood-signature-name: Ἀθ. Ταξιαρχάντης: [1248, 718, 1309, 728]
pope-article: [659, 832, 848, 927]
romania-article: [659, 642, 848, 737]
raids-dateline: ΛΟΝΔΙΝΟΝ, 26 Φεβρουαρίου. (ΑΘ. Πρ.): [659, 952, 849, 974]
impressions-kicker: ΕΝΤΥΠΩΣΕΙΣ ΤΗΣ ΗΜΕΡΑΣ: [93, 643, 267, 655]
ad-piratiki-line-10: ΚΑΤΑ ΚΙΝΔΥΝΩΝ ΠΟΛΕΜΟΥ ΚΑΙ ΘΑΛΑΣΣΗΣ: [1107, 892, 1277, 915]
peace-text: — Οἱ «Τάϊμς» τῆς Νέας Ὑόρκης ἀνεγράφονται ἐκ Πεκίνου ὅτι ἡ Σινικὴ Κυβέρνησις ἀπεφάσισε νὰ συμπράξῃ μετὰ τῶν Ἰαπωνικῶν στρατευμάτων.: [659, 777, 849, 806]
railway-row-times: 10.40, 11.50, 13.00, 14.30: [1471, 797, 1558, 807]
railway-row-label: Ἐξ Ἀθηνῶν:: [1328, 854, 1370, 865]
column-2: [276, 231, 464, 1154]
military-text: Καὶ χθὲς ἐλήφθησαν τηλεγραφήματα τῶν ἀρχῶν ἐκ διαφόρων μερῶν τῆς Κορινθίας δι' ὧν ἀγγέλλεται ἡ ἐνθουσιώδης εἴτε ἢ προσέλευσις τῶν ἐφέδρων. Ἡ πρόσκλησις τῶν νεοσυλλέκτων τῆς κλάσεως 1918 ἐγένετο καθ' ὅλην τὴν χώραν ἐν πλήρει τάξει.: [1074, 351, 1308, 390]
prosopa-paragraph-5: Ἂς ἐργασθῶμεν λοιπόν. Ἂς ἀφήσωμεν κατὰ μέρος τὰς μικροψυχίας. Ἂς σκεφθῶμεν ὅτι ὄπισθεν ἡμῶν εὑρίσκεται ὁλόκληρος γενεά, ἡ ὁποία θὰ μᾶς ζητήσῃ λόγον διὰ τὰς πράξεις μας. Καὶ ἂς μὴ λησμονῶμεν ὅτι ἡ ἱστορία δὲν συγχωρεῖ τοὺς ὀλιγώρους.: [287, 694, 455, 752]
japan-paragraph-2: Ἡ ἀπόφασις αὕτη ἐλήφθη κατόπιν συνεννοήσεως μετὰ τῶν συμμάχων κυβερνήσεων, αἱ ὁποῖαι παρέσχον τὴν συγκατάθεσίν των. Τὰ ἰαπωνικὰ στρατεύματα θὰ ἀποβιβασθοῦν εἰς τὸ Βλαδιβοστὸκ ἐντὸς τῶν προσεχῶν ἡμερῶν.: [658, 515, 848, 564]
ad-engineer-line-2: Ὁδὸς Ἀθηνᾶς 72 — Τηλ. 14-68: [1083, 1115, 1189, 1125]
sub-value: » 9: [264, 111, 278, 123]
railway-row-times: 15.40, 16.50, 18.00, 19.10: [1471, 806, 1558, 816]
erotes-paragraph-1: Κάτω ἀπὸ τὰ νέφη, τὰ ὁποῖα κινηγοῦσαν ὁ βόρειος ἄνεμος ἀναμαλλιασμένος, ξεφτισμένα, συμπλεγμένα κι' ἄγριαμα ὡς περνῶν, ἀλλ' ἀρκετὰ σκοτεινὰ, εἰς τὸ σκοτάδι, ἔξαφνα ὑψοῦσιν μία αὐγὴ χαρμοσύνη κοντὰ εἰς τὸν κόλπον ὁ Πᾶν ἄξιος μεσαῖοβος, ὀρεινῆς ἡλικίας, ὅσους ἐπίσημος τῶν ἀνεγνωρίσθη.: [92, 687, 269, 754]
sub-label: ΕΞΑΜΗΝΟΣ: [286, 98, 343, 111]
sub-label: ΤΡΙΜΗΝΟΣ: [286, 110, 338, 123]
watermark: w: [1558, 1153, 1569, 1165]
railway-row-times: 7.20, 8.30, 9.40: [1506, 816, 1558, 826]
military-text-2: Ὑπουργεῖον τῶν Στρατιωτικῶν ἀνακοινοῖ ὅτι ἡ κατάταξις τῶν νεοσυλλέκτων θὰ συνεχισθῇ μέχρι τῆς 15ης Μαρτίου. Οἱ μὴ παρουσιαζόμενοι θὰ διώκωνται ὡς ἀνυπότακτοι συμφώνως πρὸς τὰς διατάξεις τοῦ στρατολογικοῦ νόμου.: [1074, 393, 1308, 432]
japan-dateline: [659, 439, 848, 460]
subscription-title: ΣΥΝΔΡΟΜΗ ΠΡΟΠΛΗΡΩΤΕΑ: [188, 58, 375, 72]
news-banner-line2: ΠΟΛΕΜΟΣ ΚΑΙ ΕΙΡΗΝΗ: [674, 342, 832, 397]
subscription-interior: [92, 74, 282, 125]
firewood-text-2: Ἡ διανομὴ θὰ γίνῃ κατ' ἀναλογίαν τοῦ ἀριθμοῦ τῶν μελῶν ἑκάστης οἰκογενείας. Τὰ σχετικὰ δελτία χορηγοῦνται ὑπὸ τῶν κατὰ τόπους ἐπιτροπῶν.: [1075, 658, 1309, 688]
ad-piratiki-title: ΠΕΙΡΑΤΙΚΗ: [1138, 739, 1245, 759]
column2-paragraph-1: Ἀλλὰ εἶναι τόσον σκληρὸν καὶ μακρὸν τὸ ζήτημα, τὸ ὁποῖον βλέπομεν ἐμπρός μας, ὥστε ἀπαιτεῖται χρόνος καὶ ὑπομονή. Δὲν εἶναι δυνατὸν νὰ λυθῇ ἐντὸς ὀλίγων ἡμερῶν. Ἀπαιτεῖται σύστημα, ἀπαιτεῖται μέθοδος, ἀπαιτεῖται πρὸ παντὸς πίστις εἰς τὰς δυνάμεις τοῦ Ἔθνους.: [286, 301, 454, 359]
table-row: [1327, 816, 1558, 826]
columns-container: [82, 228, 1568, 1154]
sub-label: ΤΡΙΜΗΝΟΣ: [95, 111, 148, 123]
sub-value: » 18: [259, 99, 278, 111]
ad-national-bank-line-0: Ἐξοφλητικαὶ καταθέσεις διαθέσιμοι: [1132, 999, 1253, 1009]
province-events-text: Ἡ Ἀστυνομία Λαρίσης συνέλαβε τοὺς δράστας τῆς ἐν Τυρνάβῳ κλοπῆς. Εἰς τὴν Καλαμάταν ἐσημειώθη πυρκαϊὰ εἰς ἀποθήκην ἐλαίου χωρὶς θύματα.: [867, 722, 1057, 752]
general-testimony-text-4: Ἡ ἐξέτασις τοῦ μάρτυρος διήρκεσεν ἐπὶ δίωρον. Ἡ συνεδρίασις διεκόπη περὶ τὴν 2αν μεταμεσημβρινὴν καὶ θὰ συνεχισθῇ σήμερον τὴν πρωΐαν.: [1326, 589, 1558, 619]
lottery-text: Τὸ τυχηρὸν τοῦ πρώτου λαχείου τοῦ Ἐθνικοῦ Στόλου ἐκέρδισεν ὁ ἀριθμὸς 24.873. Ὁ κάτοχος τοῦ γραμματίου εἶναι κάτοικος Πειραιῶς.: [1074, 521, 1308, 541]
turkish-atrocities-article: [1074, 255, 1307, 326]
submarines-article: [866, 326, 1055, 450]
romania-dateline: ΠΑΡΙΣΙΟΙ, 26 Φεβρουαρίου.: [666, 642, 797, 653]
column2-top-text: [286, 231, 453, 359]
ad-national-bank: [1076, 999, 1309, 1063]
table-row: [1327, 787, 1558, 797]
trial-headline: ΔΥΟ ΑΠΟΚΑΛΥΠΤΙΚΑΙ ΚΑΤΑΘΕΣΕΙΣ: [1326, 248, 1557, 263]
column5-paragraph-1: Τὸ ζήτημα τοῦτο ἀπασχολεῖ ζωηρῶς τὴν κοινὴν γνώμην τῶν συμμαχικῶν χωρῶν, διότι ἀπὸ τὴν λύσιν του ἐξαρτᾶται ἐν πολλοῖς ἡ ταχεῖα λῆξις τοῦ πολέμου.: [866, 271, 1056, 300]
province-events-article: [867, 723, 1056, 826]
prosopa-paragraph-2: Τὸ ζήτημα δὲν εἶναι ἁπλῶς ἐθνικόν· εἶναι καὶ πολιτικόν, καὶ οἰκονομικόν, καὶ κοινωνικόν. Καὶ ὡς τοιοῦτον ἀπαιτεῖ λύσιν συνθετικήν, ὄχι ἀποσπασματικήν.: [286, 492, 454, 531]
column3-paragraph-2: Ἡ Ἑλληνικὴ κυβέρνησις ἔχει καθῆκον νὰ παρακολουθῇ μὲ προσοχὴν τὰς ἐξελίξεις καὶ νὰ λαμβάνῃ τὰ κατάλληλα μέτρα διὰ τὴν προστασίαν τῶν συμφερόντων τοῦ ἔθνους.: [472, 301, 640, 340]
firewood-signature-authority: Η ΕΠΙΜΕΛΗΤΕΙΑ ΦΡΟΥΡΑΣ ΑΘΗΝΩΝ: [1124, 705, 1267, 715]
firewood-article: [1075, 617, 1308, 728]
lead-paragraph-1: Αἱ ἀγγελλόμεναι νέαι Τουρκικαὶ ξιωλύσεις εἰς βάρος τοῦ Ἑλληνικοῦ στοιχείου τῶν ἀνακτηθεισῶν βορείων χωρῶν. Δεινὴ ἀπονενοημένη τῶν συνέχειαν τῶν ἀπὸ τριακόσια διαπραττομένων φρικαλέων θηριωδιῶν κατὰ τῶν ἡμετέρων σύμβολον διὰ τῆς ἀφαρπαγῆς ρίψη περιγραφέντα συστηματικῶς ἐξοντώσεως. Αἱ ἀγωνιαλὶ τῆς αὐτῆς τῆς ἐλέγχεως καὶ Ρωμαϊκῆς ἐφαρμογῆς. Ἔνοχοι τῆς ἀσπίδος εἰς τὰς τρίμηνα πολλοὺς πρὸς ἐνάγκης αὐτῶν ἀπὸ τῆς Ὀρθοδόξου Ἀρμενίας καὶ ξιλιπνεῦσαι ἀκόμη τὸ κράτος τῆς αὐλῆς δίκης τους καὶ τὰ περιφραζόντως τινὰ τοῦ Σκλαυνίκου.: [91, 324, 268, 438]
general-testimony-text-7: Ἡ αἴθουσα τοῦ δικαστηρίου ἐξεκενώθη περὶ τὴν 3ην μεταμεσημβρινήν. Ἰσχυρὰ ἀστυνομικὴ δύναμις ἐτήρει τὴν τάξιν εἰς τὰς παρόδους τοῦ μεγάρου, ὅπου εἶχε συγκεντρωθῆ πλῆθος κόσμου.: [1327, 696, 1559, 726]
section-title-decentralization: Η ΔΙΟΙΚΗΤΙΚΗ ΑΠΟΚΕΝΤΡΩΣΙΣ: [1075, 437, 1308, 454]
sub-value: ΔΡ. 36: [251, 87, 278, 99]
lead-article-body: [91, 324, 268, 631]
turkish-atrocities-text: Ἀγγέλλεται ἐκ Βέρνης ὅτι κατὰ τὰς ἐκ Κωνσταντινουπόλεως πληροφορίας ἐντείνονται αἱ διωγμοὶ κατὰ τοῦ χριστιανικοῦ στοιχείου. Ἰδίᾳ δὲ κατὰ τῶν Ἑλλήνων τῶν παραλίων τῆς Μικρᾶς Ἀσίας, οἱ ὁποῖοι ἐκτοπίζονται εἰς τὸ ἐσωτερικόν.: [1074, 254, 1308, 293]
prosopa-title: Η ΣΥΝΕΧΕΙΑ ΤΟΥ ΠΡΟΒΛΗΜΑΤΟΣ: [315, 402, 425, 429]
lead-paragraph-4: Ἀπαιτεῖται λοιπὸν σύμπηξις ἐθνικοῦ μετώπου, ἀπαιτεῖται ἑνότης, ἀπαιτεῖται ἡ πλήρης συστράτευσις ὅλων τῶν ζωντανῶν δυνάμεων τοῦ τόπου. Μόνον οὕτω θὰ δυνηθῶμεν νὰ ἀνταπεξέλθωμεν εἰς τὰς περιστάσεις καὶ νὰ διεκδικήσωμεν τὰ δίκαια τοῦ Ἔθνους.: [91, 573, 268, 631]
trial-paragraph-1: Εἰς τὴν δίκην διεξήχθη χθὲς ἡ ἐξέτασις τῶν μαρτύρων κατηγορίας. Ἐνώπιον τοῦ Στρατοδικείου προσῆλθον ὁ τέως νομάρχης καὶ ὁ στρατηγὸς τῆς περιφερείας.: [1326, 283, 1558, 312]
column-3: [462, 230, 650, 1153]
ad-national-bank-line-3: Συνάλλαγμα Φρ. 155.000.000: [1142, 1039, 1243, 1049]
ad-piratiki-line-11: ΓΡΑΦΕΙΑ ΕΝ ΠΕΙΡΑΙΕΙ:: [1148, 914, 1236, 924]
sub-value: ΔΡ. 7: [446, 86, 468, 98]
trial-paragraph-4: Ἀκολούθως προσῆλθεν ὁ δεύτερος μάρτυς, ὅστις κατέθεσε λεπτομερῶς περὶ τῶν γεγονότων. Αἱ καταθέσεις του ὑπῆρξαν ἀποκαλυπτικαὶ καὶ διεφώτισαν τὸ δικαστήριον ἐπὶ πολλῶν σκοτεινῶν σημείων τῆς ὑποθέσεως.: [1326, 399, 1558, 438]
subscription-interior-head: ΕΣΩΤΕΡΙΚΟΥ: [151, 76, 222, 88]
column4-paragraph-0: τοὺς μηχανισμοὺς τοῦ ἐχθροῦ ἀδιάκοπον θυσιαστὴν ἔσωθεν ἄνευ ταῖς ἀνωμάλαις ἐξελίξεσιν ἐπὶ τοῦ ἡμίσεος τῶν καὶ μείζονα τὰ φυσικὰ αὐτῶν μέρη.: [658, 229, 848, 259]
pope-dateline: ΠΑΡΙΣΙΟΙ, 26 Φεβρουαρίου. (ΑΘ. Πρ.): [667, 831, 845, 843]
trial-paragraph-2: Ὁ πρόεδρος τοῦ Στρατοδικείου ἐκάλεσε τὸν πρῶτον μάρτυρα, ὁ ὁποῖος ἀφοῦ ὡρκίσθη κατέθεσεν ὅτι οὐδὲν ἐγνώριζε περὶ τῶν διαμειφθέντων κατὰ τὴν κρίσιμον ἐκείνην νύκτα, διότι εὑρίσκετο ἐκτὸς τῆς πόλεως.: [1326, 315, 1558, 354]
lead-headline-line1: ΚΑΘΗΚΟΝ ΑΜΥΝΗΣ: [115, 234, 243, 281]
railway-subtitle: Δρομολόγιον ἀπὸ 1 Μαρτίου 1918: [1343, 756, 1543, 768]
section-title-province-events: ΣΥΜΒΑΝΤΑ ΕΙΣ ΤΑΣ ΕΠΑΡΧΙΑΣ: [867, 703, 1056, 720]
column3-body: [472, 250, 640, 700]
erotes-body: [92, 688, 269, 1027]
newspaper-title: ΕΜΠΡΟΣ: [779, 26, 1275, 165]
section-title-firewood: ΕΘΝΙΚΑΙ ΑΝΑΓΚΑΙ ΚΑΙ ΜΕΤΡΑ ΜΕΤΑ ΤΟΥ ΑΛΛΗΛΕΓΓΥΟΥ ΔΙΑ ΤΗΝ ΠΡΟΜΗΘΕΙΑΝ ΚΑΥΣΟΞΥΛΩΝ: [1075, 577, 1308, 614]
column-1: [82, 231, 278, 1154]
director-line: ΔΙΕΥΘΥΝΤΗΣ: ΕΥΑΓ. Ν. ΛΑΧΑΝΟΚΑΡΔΗΣ: [160, 147, 403, 161]
prosopa-paragraph-1: Δηλαδή, ἐπειδὴ θὰ χρειασθῶμεν τὴν ὑποστήριξιν τῶν νέων ἀνακτημάτων, οἱ ὁποῖοι εἶναι ἐφ' ὅλης τῆς γραμμῆς τῶν ἐνεργειῶν μας εἰς τὴν περιοχὴν τὴν ἀμετακίνητον, δὲν εἶναι δυνατὸν νὰ ἀφήσωμεν τὰς πολιτικὰς δυνάμεις νὰ ἐνεργοῦν ἐλευθέρως.: [286, 431, 454, 489]
erotes-paragraph-3: Καὶ ὅμως, ὅταν ἡ βραδεία ἐκείνη ὥρα ἐπλησίαζε, ὅλοι οἱ μικροὶ πόθοι καὶ αἱ μικραὶ ἐλπίδες ἐσβήνοντο σιγά-σιγά, ὅπως σβήνουν τὰ φῶτα μέσα εἰς τὴν ὁμίχλην τοῦ χειμῶνος. Ἐκεῖνος ὁ ἄνθρωπος, μὲ τὸ πρόσωπον τὸ κουρασμένον καὶ τὰ μάτια τὰ βαθουλωμένα, ἐστέκετο ἀκίνητος ἐμπρὸς εἰς τὸ παράθυρον καὶ ἐκύτταζε τὸν δρόμον.: [92, 828, 269, 895]
railway-row-label: [1327, 797, 1408, 807]
section-title-preparations: ΑΙ ΠΡΟΕΤΟΙΜΑΣΙΑΙ ΠΑΝΕΩΝ: [867, 456, 1056, 473]
military-article: [1074, 351, 1307, 431]
prosopa-paragraph-6: Ἡ συνέχεια τοῦ προβλήματος εἶναι ἀκριβῶς ἡ συνέχεια τῆς εὐθύνης. Καὶ ἡ εὐθύνη αὕτη δὲν περιορίζεται εἰς τὴν Κυβέρνησιν μόνον· ἐκτείνεται εἰς ὅλους τοὺς πολίτας, εἰς ὅλας τὰς τάξεις, εἰς ὅλα τὰ κόμματα.: [287, 755, 455, 803]
peace-article: [659, 763, 848, 806]
